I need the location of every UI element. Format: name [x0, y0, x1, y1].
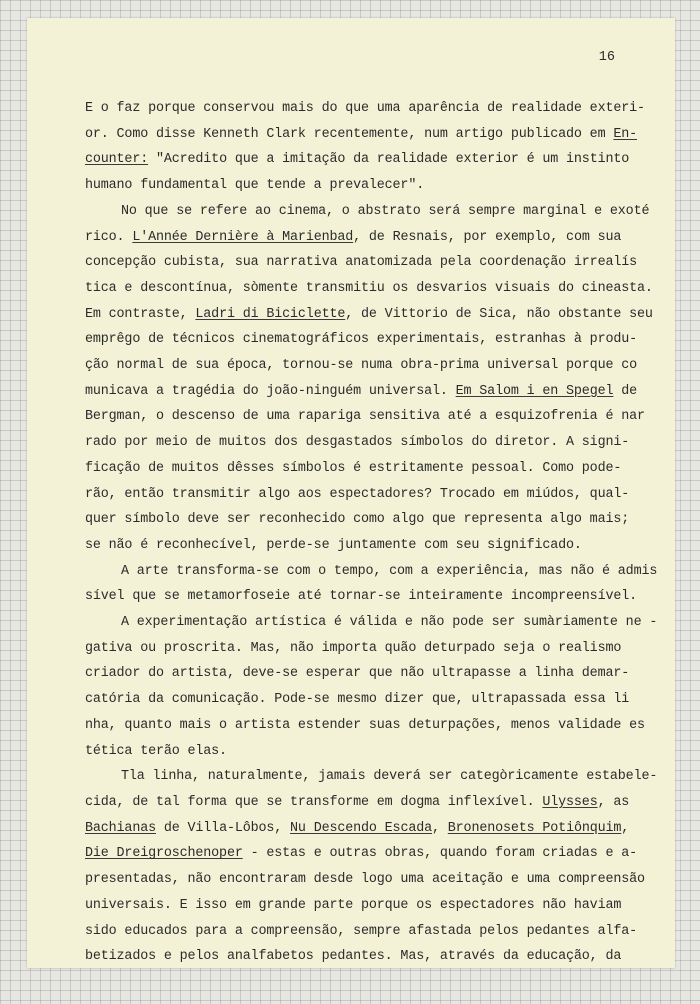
- text-segment: ,: [432, 820, 448, 836]
- text-segment: Tla linha, naturalmente, jamais deverá ser categòricamente estabele-: [121, 769, 658, 785]
- text-segment: quer símbolo deve ser reconhecido como algo que representa algo mais;: [85, 512, 630, 528]
- text-segment: E o faz porque conservou mais do que uma aparência de realidade exteri-: [85, 101, 645, 116]
- text-line: [85, 276, 653, 302]
- text-segment: , as: [597, 794, 630, 810]
- text-line: [85, 790, 650, 816]
- text-line: [85, 919, 650, 945]
- text-segment: universais. E isso em grande parte porque os espectadores não haviam: [85, 897, 622, 913]
- text-segment: tética terão elas.: [85, 743, 227, 759]
- text-segment: Em contraste,: [85, 306, 196, 322]
- text-segment: A arte transforma-se com o tempo, com a experiência, mas não é admis: [121, 563, 658, 579]
- text-segment: catória da comunicação. Pode-se mesmo dizer que, ultrapassada essa li: [85, 692, 630, 708]
- text-line: [85, 173, 650, 199]
- text-segment: ,: [621, 820, 630, 836]
- underlined-title: Bachianas: [85, 820, 156, 836]
- text-line: [85, 533, 650, 559]
- underlined-title: Ladri di Biciclette: [195, 306, 346, 322]
- text-line: [85, 944, 650, 968]
- underlined-title: Em Salom i en Spegel: [455, 383, 614, 399]
- paragraph: [85, 199, 653, 559]
- text-segment: concepção cubista, sua narrativa anatomizada pela coordenação irrealís: [85, 255, 637, 271]
- text-segment: emprêgo de técnicos cinematográficos experimentais, estranhas à produ-: [85, 332, 637, 348]
- underlined-title: Bronenosets Potiônquim: [447, 820, 622, 836]
- underlined-title: counter:: [85, 152, 149, 168]
- text-line: [85, 250, 650, 276]
- text-segment: sido educados para a compreensão, sempre afastada pelos pedantes alfa-: [85, 923, 637, 939]
- text-line: [85, 379, 650, 405]
- text-segment: rão, então transmitir algo aos espectadores? Trocado em miúdos, qual-: [85, 486, 630, 502]
- text-segment: de Villa-Lôbos,: [155, 820, 291, 836]
- text-line: [85, 327, 650, 353]
- text-segment: tica e descontínua, sòmente transmitiu os desvarios visuais do cineasta.: [85, 280, 653, 296]
- text-segment: cida, de tal forma que se transforme em dogma inflexível.: [85, 794, 543, 810]
- text-segment: - estas e outras obras, quando foram criadas e a-: [242, 846, 638, 862]
- text-segment: de: [613, 383, 638, 399]
- text-segment: No que se refere ao cinema, o abstrato será sempre marginal e exoté: [121, 203, 650, 219]
- paragraph: [85, 559, 658, 610]
- text-segment: nha, quanto mais o artista estender suas deturpações, menos validade es: [85, 717, 645, 733]
- page-number: 16: [598, 50, 615, 65]
- text-segment: ficação de muitos dêsses símbolos é estritamente pessoal. Como pode-: [85, 460, 622, 476]
- text-segment: humano fundamental que tende a prevalecer".: [85, 178, 425, 194]
- text-segment: "Acredito que a imitação da realidade exterior é um instinto: [148, 152, 630, 168]
- text-line: [85, 353, 650, 379]
- text-line: [85, 482, 650, 508]
- paragraph: [85, 764, 658, 968]
- text-line: [85, 893, 650, 919]
- text-segment: rico.: [85, 229, 133, 245]
- typewritten-page: [27, 18, 675, 968]
- text-segment: criador do artista, deve-se esperar que não ultrapasse a linha demar-: [85, 666, 630, 682]
- text-line: [85, 456, 650, 482]
- text-line: [85, 404, 650, 430]
- paragraph: [85, 610, 658, 764]
- text-line: [85, 507, 650, 533]
- text-segment: Bergman, o descenso de uma rapariga sensitiva até a esquizofrenia é nar: [85, 409, 645, 425]
- text-segment: ção normal de sua época, tornou-se numa obra-prima universal porque co: [85, 358, 637, 374]
- text-line: [85, 867, 650, 893]
- text-line: [85, 147, 650, 173]
- text-line: [85, 687, 650, 713]
- text-line: [85, 302, 653, 328]
- paragraph: [85, 96, 650, 199]
- text-segment: A experimentação artística é válida e não pode ser sumàriamente ne -: [121, 615, 658, 631]
- text-segment: sível que se metamorfoseie até tornar-se inteiramente incompreensível.: [85, 589, 637, 605]
- body-text: [85, 96, 658, 968]
- text-line: [85, 764, 658, 790]
- text-line: [85, 122, 650, 148]
- text-segment: or. Como disse Kenneth Clark recentemente, num artigo publicado em: [85, 126, 614, 142]
- text-line: [85, 430, 650, 456]
- text-segment: gativa ou proscrita. Mas, não importa quão deturpado seja o realismo: [85, 640, 622, 656]
- underlined-title: L'Année Dernière à Marienbad: [132, 229, 354, 245]
- text-line: [85, 841, 650, 867]
- text-segment: se não é reconhecível, perde-se juntamente com seu significado.: [85, 537, 582, 553]
- text-segment: presentadas, não encontraram desde logo uma aceitação e uma compreensão: [85, 872, 645, 888]
- text-segment: rado por meio de muitos dos desgastados símbolos do diretor. A signi-: [85, 435, 630, 451]
- underlined-title: Die Dreigroschenoper: [85, 846, 243, 862]
- text-line: [85, 96, 650, 122]
- text-line: [85, 816, 650, 842]
- text-line: [85, 661, 650, 687]
- text-line: [85, 559, 658, 585]
- underlined-title: En-: [613, 126, 638, 142]
- text-segment: , de Vittorio de Sica, não obstante seu: [345, 306, 653, 322]
- text-segment: betizados e pelos analfabetos pedantes. Mas, através da educação, da: [85, 949, 622, 965]
- text-segment: municava a tragédia do joão-ninguém universal.: [85, 383, 456, 399]
- text-line: [85, 199, 650, 225]
- text-segment: , de Resnais, por exemplo, com sua: [353, 229, 622, 245]
- text-line: [85, 584, 650, 610]
- text-line: [85, 636, 650, 662]
- underlined-title: Ulysses: [542, 794, 598, 810]
- text-line: [85, 225, 650, 251]
- text-line: [85, 610, 658, 636]
- text-line: [85, 713, 650, 739]
- text-line: [85, 739, 650, 765]
- underlined-title: Nu Descendo Escada: [290, 820, 432, 836]
